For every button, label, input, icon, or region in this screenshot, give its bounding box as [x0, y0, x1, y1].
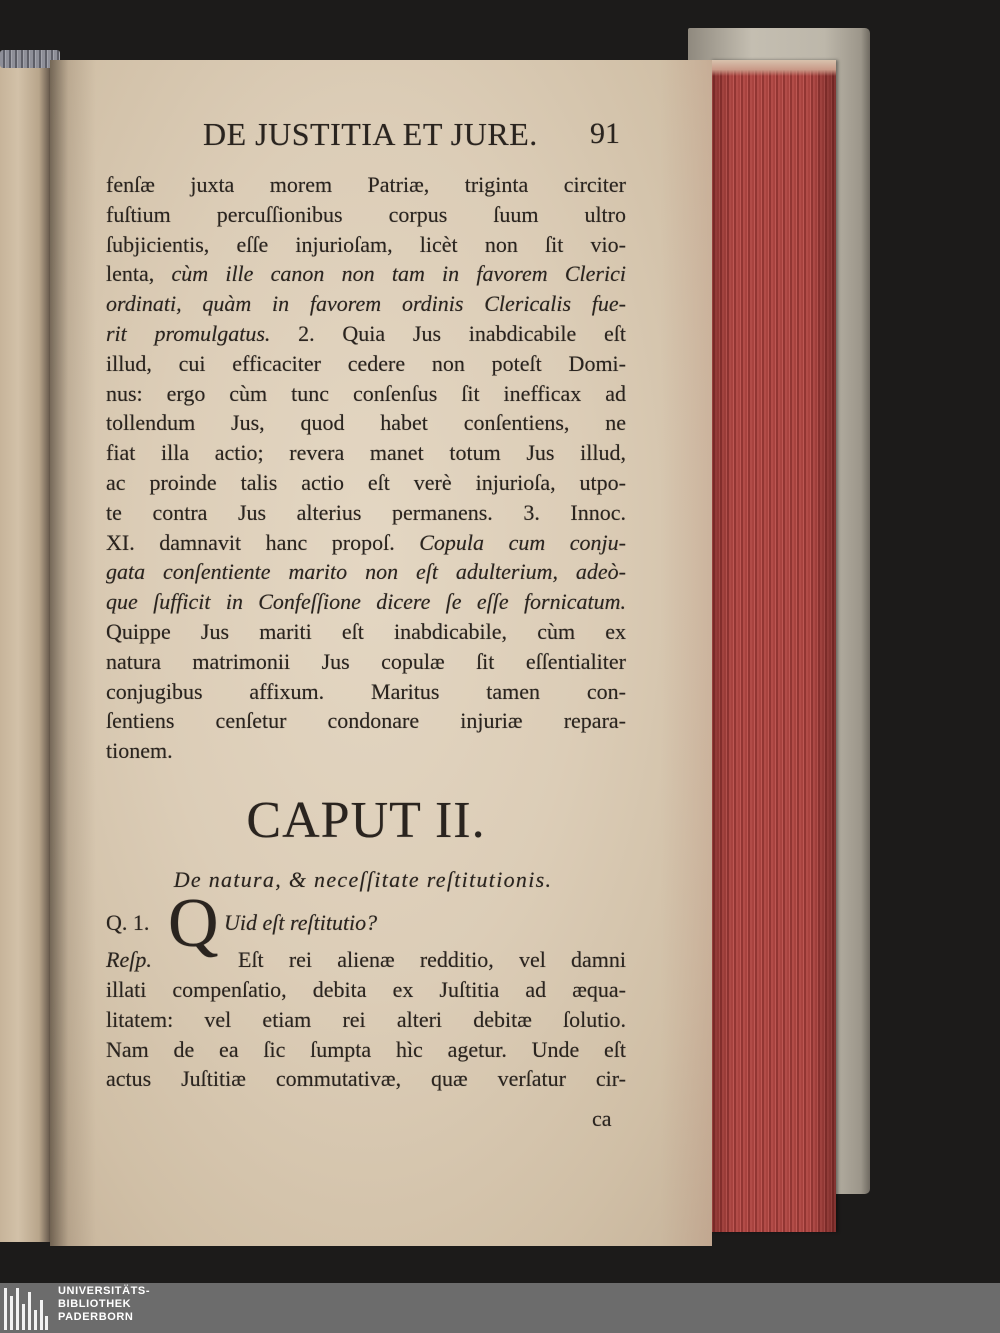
text-run: Nam de ea ſic ſumpta hìc agetur. Unde eſt [106, 1036, 626, 1062]
body-line [106, 289, 626, 319]
facing-left-page [0, 60, 52, 1242]
logo-bar [40, 1300, 43, 1330]
body-line [106, 647, 626, 677]
chapter-title: CAPUT II. [246, 792, 486, 849]
body-line [106, 438, 626, 468]
body-line [106, 230, 626, 260]
body-line [106, 349, 626, 379]
text-run: tionem. [106, 738, 173, 764]
library-logo-icon [4, 1288, 48, 1330]
body-line [106, 617, 626, 647]
text-run: actus Juſtitiæ commutativæ, quæ verſatur cir- [106, 1066, 626, 1092]
body-line [106, 557, 626, 587]
question-label: Q. 1. [106, 910, 150, 935]
body-line [106, 170, 626, 200]
text-run: Eſt rei alienæ redditio, vel damni [238, 947, 626, 972]
italic-text-run: gata conſentiente marito non eſt adulterium, adeò- [106, 559, 626, 585]
text-run: XI. damnavit hanc propoſ. [106, 529, 420, 555]
body-line [106, 498, 626, 528]
running-head: DE JUSTITIA ET JURE. [203, 116, 538, 152]
text-run: te contra Jus alterius permanens. 3. Innoc. [106, 499, 626, 525]
body-line [106, 1005, 626, 1035]
response-first-line [238, 945, 626, 975]
library-name-line: PADERBORN [58, 1311, 134, 1323]
logo-bar [34, 1310, 37, 1330]
body-line [106, 259, 626, 289]
text-run: illati compenſatio, debita ex Juſtitia ad æqua- [106, 977, 626, 1002]
logo-bar [28, 1292, 31, 1330]
italic-text-run: rit promulgatus. [106, 320, 271, 346]
gutter-shadow [50, 60, 96, 1246]
library-name [58, 1285, 150, 1324]
text-run: nus: ergo cùm tunc conſenſus ſit inefficax ad [106, 380, 626, 406]
body-line [106, 468, 626, 498]
text-run: lenta, [106, 261, 172, 287]
body-line [106, 200, 626, 230]
italic-text-run: cùm ille canon non tam in favorem Clerici [171, 261, 626, 287]
body-line [106, 706, 626, 736]
body-line [106, 1035, 626, 1065]
body-line [106, 408, 626, 438]
response-label: Reſp. [106, 947, 152, 972]
question-text: Uid eſt reſtitutio? [224, 910, 378, 935]
page-number: 91 [590, 117, 620, 150]
body-line [106, 1064, 626, 1094]
logo-bar [4, 1288, 7, 1330]
page-edges-top [710, 60, 836, 76]
text-run: litatem: vel etiam rei alteri debitæ ſolutio. [106, 1006, 626, 1032]
text-run: fiat illa actio; revera manet totum Jus illud, [106, 440, 626, 466]
chapter-subtitle: De natura, & neceſſitate reſtitutionis. [173, 867, 553, 892]
catchword: ca [592, 1106, 612, 1131]
body-line [106, 528, 626, 558]
text-run: Quippe Jus mariti eſt inabdicabile, cùm ex [106, 618, 626, 644]
body-line [106, 379, 626, 409]
italic-text-run: que ſufficit in Confeſſione dicere ſe eſſe fornicatum. [106, 589, 626, 615]
text-run: ſubjicientis, eſſe injurioſam, licèt non ſit vio- [106, 231, 626, 257]
logo-bar [45, 1316, 48, 1330]
body-line [106, 736, 626, 766]
text-run: tollendum Jus, quod habet conſentiens, ne [106, 410, 626, 436]
red-page-edges [710, 60, 836, 1232]
text-run: ſentiens cenſetur condonare injuriæ repara- [106, 708, 626, 734]
fore-edge-tint [660, 60, 712, 1246]
body-line [238, 945, 626, 975]
text-run: ac proinde talis actio eſt verè injurioſa, utpo- [106, 469, 626, 495]
text-run: 2. Quia Jus inabdicabile eſt [270, 320, 626, 346]
drop-cap-initial: Q [168, 885, 219, 962]
body-line [106, 319, 626, 349]
body-text [106, 170, 626, 766]
library-name-line: BIBLIOTHEK [58, 1298, 132, 1310]
logo-bar [16, 1288, 19, 1330]
body-line [106, 975, 626, 1005]
text-run: natura matrimonii Jus copulæ ſit eſſentialiter [106, 648, 626, 674]
body-line [106, 677, 626, 707]
italic-text-run: ordinati, quàm in favorem ordinis Clericalis fue- [106, 291, 626, 317]
response-text [106, 975, 626, 1094]
text-run: conjugibus affixum. Maritus tamen con- [106, 678, 626, 704]
italic-text-run: Copula cum conju- [419, 529, 626, 555]
text-run: fuſtium percuſſionibus corpus ſuum ultro [106, 201, 626, 227]
logo-bar [22, 1304, 25, 1330]
text-run: fenſæ juxta morem Patriæ, triginta circiter [106, 172, 626, 197]
logo-bar [10, 1296, 13, 1330]
body-line [106, 587, 626, 617]
text-run: illud, cui efficaciter cedere non poteſt Domi- [106, 350, 626, 376]
library-name-line: UNIVERSITÄTS- [58, 1285, 151, 1297]
